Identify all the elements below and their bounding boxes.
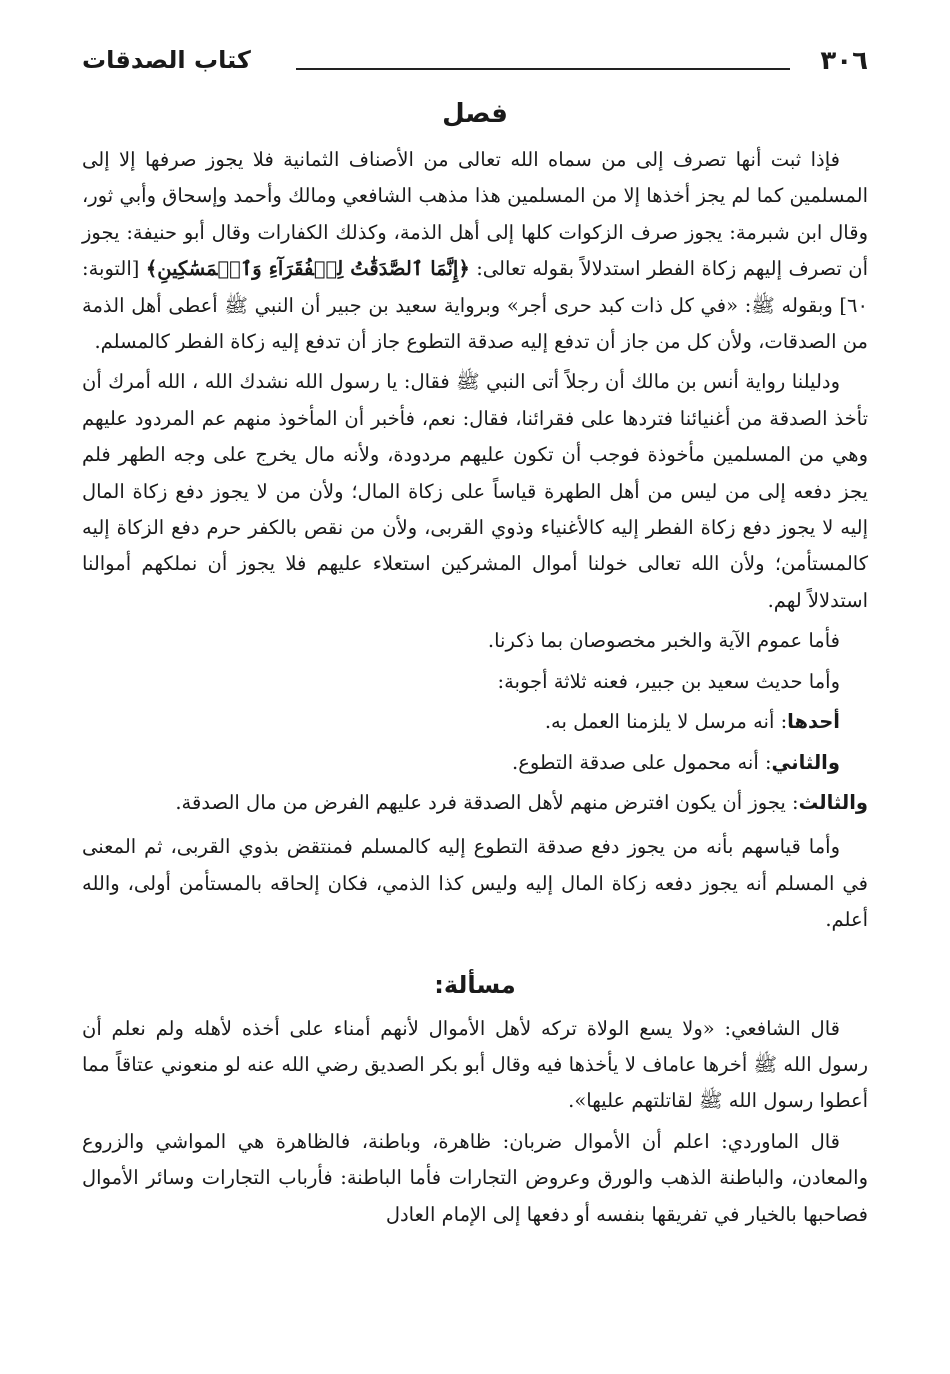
answer-1-text: : أنه مرسل لا يلزمنا العمل به.: [544, 710, 788, 734]
paragraph-3: فأما عموم الآية والخبر مخصوصان بما ذكرنا.: [487, 629, 840, 653]
paragraph-1-text-b: [التوبة: ٦٠] وبقوله ﷺ: «في كل ذات كبد حرى أجر» وبرواية سعيد بن جبير أن النبي ﷺ أعطى أهل الذمة من الصدقات، ولأن كل من جاز أن تدفع إليه صدقة التطوع جاز أن تدفع إليه زكاة الفطر كالمسلم.: [82, 257, 868, 354]
paragraph-6: قال الشافعي: «ولا يسع الولاة تركه لأهل الأموال لأنهم أمناء على أخذه لأهله ولم نعلم أن رسول الله ﷺ أخرها عاماف لا يأخذها فيه وقال أبو بكر الصديق رضي الله عنه لو منعوني عتاقاً مما أعطوا رسول الله ﷺ لقاتلتهم عليها».: [82, 1016, 868, 1113]
answer-3-label: والثالث: [798, 790, 868, 814]
paragraph-4: وأما حديث سعيد بن جبير، فعنه ثلاثة أجوبة:: [497, 669, 840, 693]
page-number: ٣٠٦: [820, 46, 868, 76]
paragraph-7: قال الماوردي: اعلم أن الأموال ضربان: ظاهرة، وباطنة، فالظاهرة هي المواشي والزروع والمعادن، والباطنة الذهب والورق وعروض التجارات فأما الباطنة: فأرباب التجارات وسائر الأموال فصاحبها بالخيار في تفريقها بنفسه أو دفعها إلى الإمام العادل: [82, 1129, 868, 1226]
answer-3: [82, 785, 868, 821]
header-rule: [296, 68, 790, 70]
answer-2-text: : أنه محمول على صدقة التطوع.: [512, 750, 772, 774]
answer-1-label: أحدها: [787, 710, 840, 734]
answer-3-text: : يجوز أن يكون افترض منهم لأهل الصدقة فرد عليهم الفرض من مال الصدقة.: [175, 790, 799, 814]
answer-2: [82, 745, 868, 781]
answer-2-label: والثاني: [771, 750, 840, 774]
page-body: [82, 90, 868, 1237]
quran-verse: ﴿إِنَّمَا ٱلصَّدَقَٰتُ لِلۡفُقَرَآءِ وَٱلۡمَسَٰكِينِ﴾: [145, 257, 470, 281]
page-header: [82, 44, 868, 84]
answer-1: [82, 704, 868, 740]
paragraph-5: وأما قياسهم بأنه من يجوز دفع صدقة التطوع إليه كالمسلم فمنتقض بذوي القربى، ثم المعنى في المسلم أنه يجوز دفعه زكاة المال إليه وليس كذا الذمي، فكان إلحاقه بالمستأمن أولى، والله أعلم.: [82, 835, 868, 932]
paragraph-2: ودليلنا رواية أنس بن مالك أن رجلاً أتى النبي ﷺ فقال: يا رسول الله نشدك الله ، الله أمرك أن تأخذ الصدقة من أغنيائنا فتردها على فقرائنا، فقال: نعم، فأخبر أن المأخوذ منهم عم المردود عليهم وهي من المسلمين مأخوذة فوجب أن تكون عليهم مردودة، ولأنه مال يخرج على وجه الطهر فلم يجز دفعه إلى من ليس من أهل الطهرة قياساً على زكاة المال؛ ولأن من لا يجوز دفع زكاة المال إليه لا يجوز دفع زكاة الفطر إليه كالأغنياء وذوي القربى، ولأن من نقص بالكفر حرم دفع الزكاة إليه كالمستأمن؛ ولأن الله تعالى خولنا أموال المشركين استعلاء عليهم فلا يجوز أن نملكهم أموالنا استدلالاً لهم.: [82, 370, 868, 612]
paragraph-1-text-a: فإذا ثبت أنها تصرف إلى من سماه الله تعالى من الأصناف الثمانية فلا يجوز صرفها إلا إلى المسلمين كما لم يجز أخذها إلا من المسلمين هذا مذهب الشافعي ومالك وأحمد وإسحاق وأبي ثور، وقال ابن شبرمة: يجوز صرف الزكوات كلها إلى أهل الذمة، وكذلك الكفارات وقال أبو حنيفة: يجوز أن تصرف إليهم زكاة الفطر استدلالاً بقوله تعالى:: [82, 148, 869, 281]
section-title-masala: مسألة:: [434, 970, 516, 999]
section-title-fasl: فصل: [442, 99, 508, 129]
running-title: كتاب الصدقات: [82, 46, 251, 74]
paragraph-1: [82, 142, 868, 360]
